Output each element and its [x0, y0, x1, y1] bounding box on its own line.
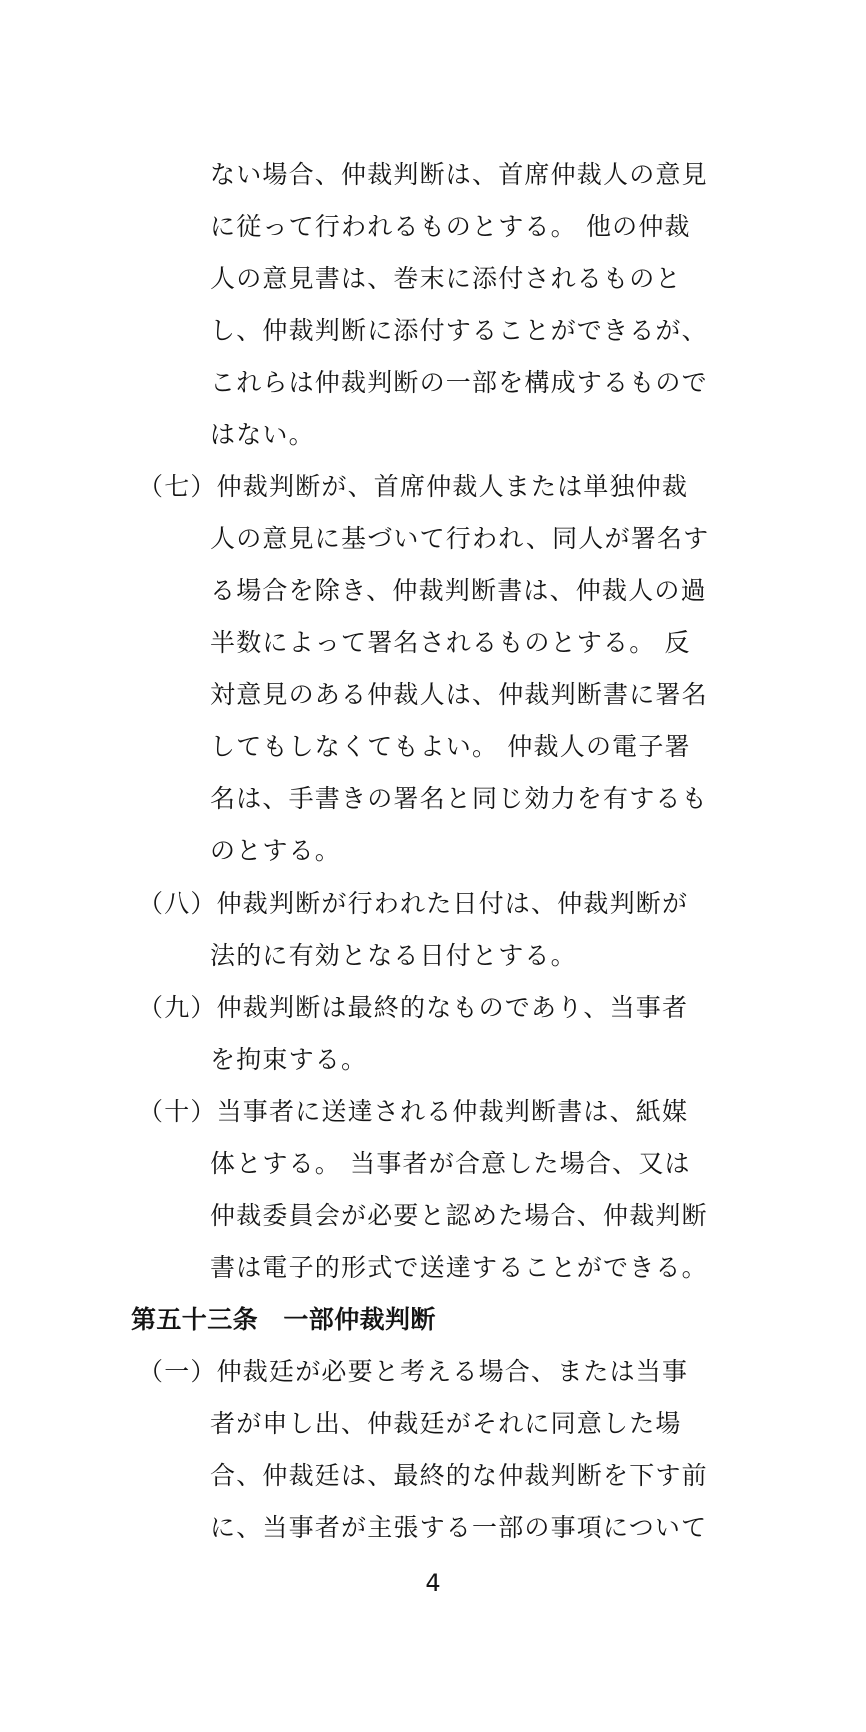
text-line: 人の意見に基づいて行われ、同人が署名す: [210, 524, 710, 553]
clause-item-10: （十）当事者に送達される仲裁判断書は、紙媒: [138, 1097, 689, 1126]
clause-item-8: （八）仲裁判断が行われた日付は、仲裁判断が: [138, 889, 689, 918]
text-line: 人の意見書は、巻末に添付されるものと: [210, 264, 682, 293]
text-line: 半数によって署名されるものとする。 反: [210, 628, 691, 657]
text-line: 合、仲裁廷は、最終的な仲裁判断を下す前: [210, 1461, 708, 1490]
text-line: 体とする。 当事者が合意した場合、又は: [210, 1149, 691, 1178]
clause-item-1: （一）仲裁廷が必要と考える場合、または当事: [138, 1357, 689, 1386]
article-heading: 第五十三条 一部仲裁判断: [131, 1305, 436, 1334]
page-number: 4: [425, 1569, 441, 1597]
clause-item-7: （七）仲裁判断が、首席仲裁人または単独仲裁: [138, 472, 689, 501]
text-line: 名は、手書きの署名と同じ効力を有するも: [210, 784, 708, 813]
text-line: 法的に有効となる日付とする。: [210, 941, 577, 970]
text-line: に、当事者が主張する一部の事項について: [210, 1513, 708, 1542]
clause-item-9: （九）仲裁判断は最終的なものであり、当事者: [138, 993, 689, 1022]
text-line: 者が申し出、仲裁廷がそれに同意した場: [210, 1409, 682, 1438]
text-line: る場合を除き、仲裁判断書は、仲裁人の過: [210, 576, 707, 605]
text-line: ない場合、仲裁判断は、首席仲裁人の意見: [210, 160, 708, 189]
text-line: に従って行われるものとする。 他の仲裁: [210, 212, 691, 241]
text-line: 仲裁委員会が必要と認めた場合、仲裁判断: [210, 1201, 708, 1230]
text-line: し、仲裁判断に添付することができるが、: [210, 316, 708, 345]
text-line: してもしなくてもよい。 仲裁人の電子署: [210, 732, 691, 761]
text-line: 対意見のある仲裁人は、仲裁判断書に署名: [210, 680, 708, 709]
text-line: これらは仲裁判断の一部を構成するもので: [210, 368, 708, 397]
text-line: を拘束する。: [210, 1045, 368, 1074]
text-line: のとする。: [210, 836, 342, 865]
text-line: 書は電子的形式で送達することができる。: [210, 1253, 708, 1282]
text-line: はない。: [210, 420, 315, 449]
